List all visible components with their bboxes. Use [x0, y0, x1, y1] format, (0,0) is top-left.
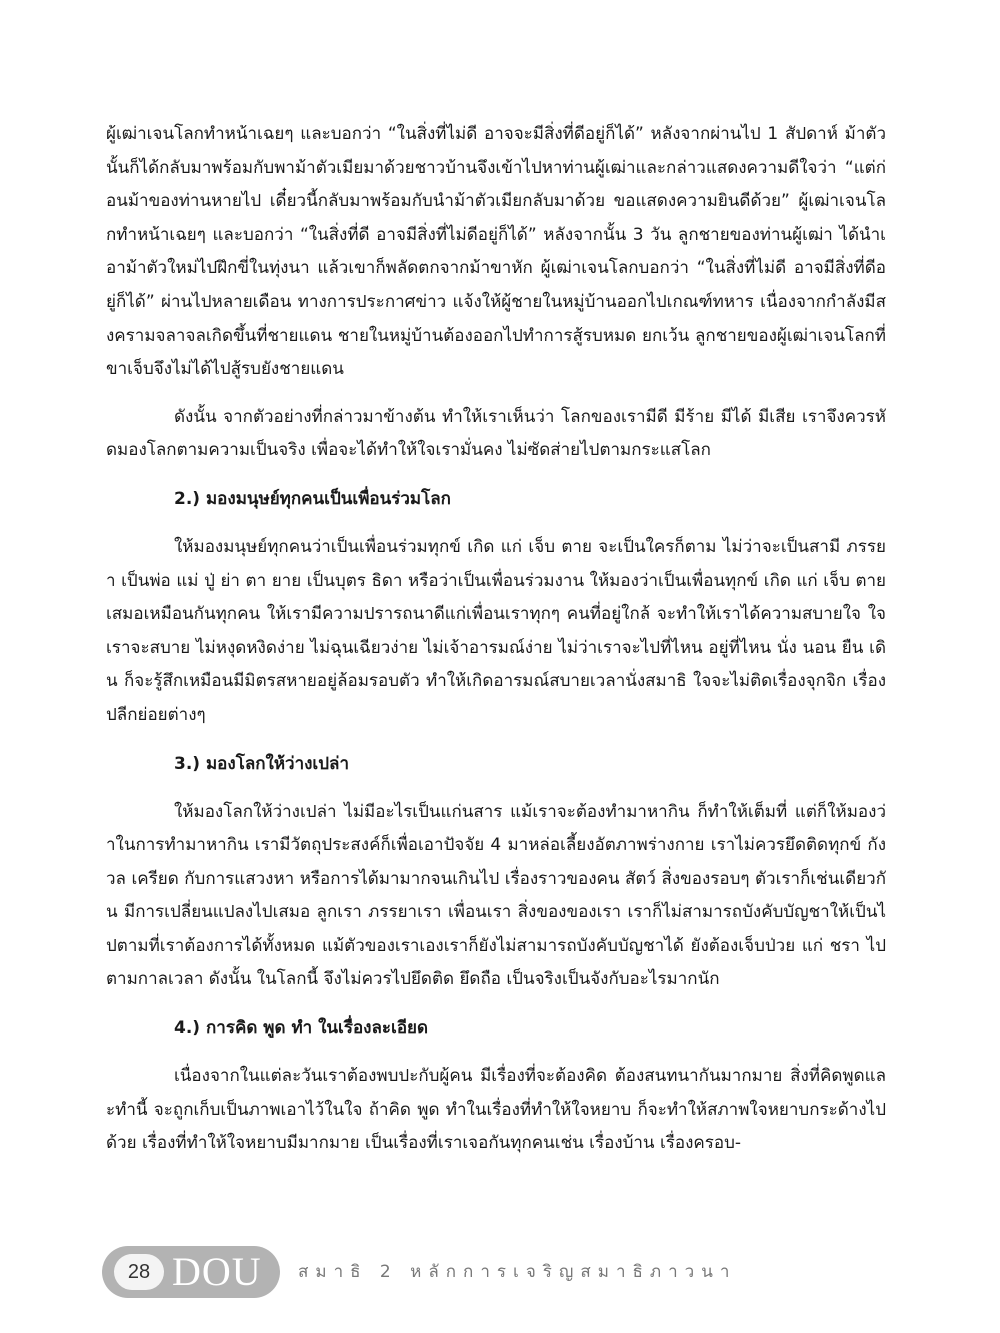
dou-logo: DOU [172, 1249, 262, 1294]
page-number: 28 [127, 1261, 151, 1283]
section-heading-3: 3.) มองโลกให้ว่างเปล่า [174, 753, 349, 774]
section-heading-4: 4.) การคิด พูด ทำ ในเรื่องละเอียด [174, 1018, 429, 1039]
page-footer [102, 1246, 742, 1300]
paragraph-3: ให้มองมนุษย์ทุกคนว่าเป็นเพื่อนร่วมทุกข์ เกิด แก่ เจ็บ ตาย จะเป็นใครก็ตาม ไม่ว่าจะเป็นสามี ภรรยา เป็นพ่อ แม่ ปู่ ย่า ตา ยาย เป็นบุตร ธิดา หรือว่าเป็นเพื่อนร่วมงาน ให้มองว่าเป็นเพื่อนทุกข์ เกิด แก่ เจ็บ ตาย เสมอเหมือนกันทุกคน ให้เรามีความปรารถนาดีแก่เพื่อนเราทุกๆ คนที่อยู่ใกล้ จะทำให้เราได้ความสบายใจ ใจเราจะสบาย ไม่หงุดหงิดง่าย ไม่ฉุนเฉียวง่าย ไม่เจ้าอารมณ์ง่าย ไม่ว่าเราจะไปที่ไหน อยู่ที่ไหน นั่ง นอน ยืน เดิน ก็จะรู้สึกเหมือนมีมิตรสหายอยู่ล้อมรอบตัว ทำให้เกิดอารมณ์สบายเวลานั่งสมาธิ ใจจะไม่ติดเรื่องจุกจิก เรื่องปลีกย่อยต่างๆ [106, 536, 886, 725]
paragraph-4: ให้มองโลกให้ว่างเปล่า ไม่มีอะไรเป็นแก่นสาร แม้เราจะต้องทำมาหากิน ก็ทำให้เต็มที่ แต่ก็ให้มองว่าในการทำมาหากิน เรามีวัตถุประสงค์ก็เพื่อเอาปัจจัย 4 มาหล่อเลี้ยงอัตภาพร่างกาย เราไม่ควรยึดติดทุกข์ กังวล เครียด กับการแสวงหา หรือการได้มามากจนเกินไป เรื่องราวของคน สัตว์ สิ่งของรอบๆ ตัวเราก็เช่นเดียวกัน มีการเปลี่ยนแปลงไปเสมอ ลูกเรา ภรรยาเรา เพื่อนเรา สิ่งของของเรา เราก็ไม่สามารถบังคับบัญชาให้เป็นไปตามที่เราต้องการได้ทั้งหมด แม้ตัวของเราเองเราก็ยังไม่สามารถบังคับบัญชาได้ ยังต้องเจ็บป่วย แก่ ชรา ไปตามกาลเวลา ดังนั้น ในโลกนี้ จึงไม่ควรไปยึดติด ยึดถือ เป็นจริงเป็นจังกับอะไรมากนัก [106, 801, 886, 990]
running-title: สมาธิ 2 หลักการเจริญสมาธิภาวนา [298, 1262, 737, 1282]
section-heading-2: 2.) มองมนุษย์ทุกคนเป็นเพื่อนร่วมโลก [174, 488, 451, 509]
body-text [106, 118, 886, 1161]
paragraph-1: ผู้เฒ่าเจนโลกทำหน้าเฉยๆ และบอกว่า “ในสิ่งที่ไม่ดี อาจจะมีสิ่งที่ดีอยู่ก็ได้” หลังจากผ่านไป 1 สัปดาห์ ม้าตัวนั้นก็ได้กลับมาพร้อมกับพาม้าตัวเมียมาด้วยชาวบ้านจึงเข้าไปหาท่านผู้เฒ่าและกล่าวแสดงความดีใจว่า “แต่ก่อนม้าของท่านหายไป เดี๋ยวนี้กลับมาพร้อมกับนำม้าตัวเมียกลับมาด้วย ขอแสดงความยินดีด้วย” ผู้เฒ่าเจนโลกทำหน้าเฉยๆ และบอกว่า “ในสิ่งที่ดี อาจมีสิ่งที่ไม่ดีอยู่ก็ได้” หลังจากนั้น 3 วัน ลูกชายของท่านผู้เฒ่า ได้นำเอาม้าตัวใหม่ไปฝึกขี่ในทุ่งนา แล้วเขาก็พลัดตกจากม้าขาหัก ผู้เฒ่าเจนโลกบอกว่า “ในสิ่งที่ไม่ดี อาจมีสิ่งที่ดีอยู่ก็ได้” ผ่านไปหลายเดือน ทางการประกาศข่าว แจ้งให้ผู้ชายในหมู่บ้านออกไปเกณฑ์ทหาร เนื่องจากกำลังมีสงครามจลาจลเกิดขึ้นที่ชายแดน ชายในหมู่บ้านต้องออกไปทำการสู้รบหมด ยกเว้น ลูกชายของผู้เฒ่าเจนโลกที่ขาเจ็บจึงไม่ได้ไปสู้รบยังชายแดน [106, 124, 886, 380]
paragraph-5: เนื่องจากในแต่ละวันเราต้องพบปะกับผู้คน มีเรื่องที่จะต้องคิด ต้องสนทนากันมากมาย สิ่งที่คิดพูดและทำนี้ จะถูกเก็บเป็นภาพเอาไว้ในใจ ถ้าคิด พูด ทำในเรื่องที่ทำให้ใจหยาบ ก็จะทำให้สภาพใจหยาบกระด้างไปด้วย เรื่องที่ทำให้ใจหยาบมีมากมาย เป็นเรื่องที่เราเจอกันทุกคนเช่น เรื่องบ้าน เรื่องครอบ- [106, 1066, 886, 1154]
paragraph-2: ดังนั้น จากตัวอย่างที่กล่าวมาข้างต้น ทำให้เราเห็นว่า โลกของเรามีดี มีร้าย มีได้ มีเสีย เราจึงควรหัดมองโลกตามความเป็นจริง เพื่อจะได้ทำให้ใจเรามั่นคง ไม่ซัดส่ายไปตามกระแสโลก [106, 406, 886, 461]
